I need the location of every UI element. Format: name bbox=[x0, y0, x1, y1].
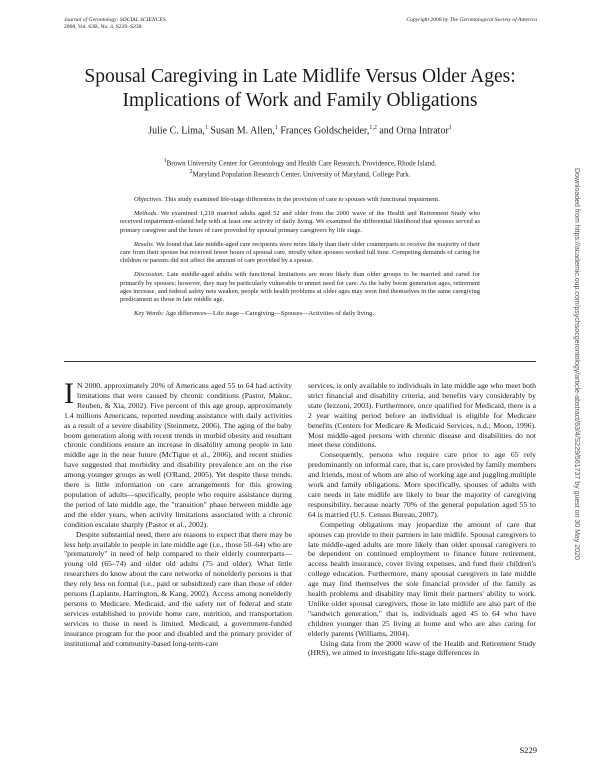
abstract-text: We examined 1,218 married adults aged 52 and older from the 2000 wave of the Health and Retirement Study who received impairment-related help with at least one activity of daily living. We examined the differential likelihood that spouses served as primary caregiver and the hours of care provided by spousal primary caregivers by life stage. bbox=[120, 210, 480, 234]
body-paragraph: services, is only available to individuals in late middle age who meet both strict financial and disability criteria, and benefits vary considerably by state (Iezzoni, 2003). Furthermore, once qualified for Medicaid, there is a 2 year waiting period before an individual is eligible for Medicare benefits (Centers for Medicare & Medicaid Services, n.d.; Moon, 1996). Most middle-aged persons with chronic disease and disabilities do not meet these conditions. bbox=[308, 381, 536, 450]
author-affil-mark: 1 bbox=[274, 125, 278, 131]
affil-mark: 1 bbox=[163, 158, 167, 164]
abstract-results bbox=[120, 241, 480, 266]
affil-text: Brown University Center for Gerontology and Health Care Research, Providence, Rhode Island. bbox=[166, 159, 437, 168]
section-divider bbox=[64, 361, 536, 362]
abstract-keywords bbox=[120, 310, 480, 318]
abstract-discussion bbox=[120, 271, 480, 304]
affil-mark: 2 bbox=[189, 169, 193, 176]
author-name: and Orna Intrator bbox=[379, 125, 449, 137]
copyright-notice: Copyright 2008 by The Gerontological Society of America bbox=[406, 17, 537, 23]
abstract-label: Results. bbox=[134, 240, 155, 248]
body-column-right bbox=[308, 381, 536, 658]
abstract-text: This study examined life-stage differences in the provision of care to spouses with functional impairment. bbox=[164, 196, 440, 203]
drop-cap: I bbox=[64, 377, 74, 410]
abstract-label: Methods. bbox=[134, 210, 159, 218]
body-paragraph: Competing obligations may jeopardize the amount of care that spouses can provide to their partners in late midlife. Spousal caregivers to late middle-aged adults are more likely than older spousal caregivers to be dependent on continued employment to finance future retirement, access health insurance, cover living expenses, and fund their children's college education. Furthermore, many spousal caregivers in late middle age may find themselves the sole financial provider of the family as health problems and disability may limit their partners' ability to work. Unlike older spousal caregivers, those in late midlife are also part of the "sandwich generation," that is, individuals aged 45 to 64 who have children younger than 25 living at home and who are also caring for elderly parents (Williams, 2004). bbox=[308, 519, 536, 638]
journal-volume: 2008, Vol. 63B, No. 4, S229–S238 bbox=[64, 24, 142, 31]
body-paragraph: Using data from the 2000 wave of the Health and Retirement Study (HRS), we aimed to investigate life-stage differences in bbox=[308, 638, 536, 658]
body-paragraph: Consequently, persons who require care prior to age 65 rely predominantly on informal care, that is, care provided by family members and friends, most of whom are also of working age and juggling multiple work and family obligations. More specifically, spouses of adults with care needs in late midlife are likely to bear the majority of caregiving responsibility, because nearly 70% of the general population aged 55 to 64 is married (U.S. Census Bureau, 2007). bbox=[308, 450, 536, 519]
author-affil-mark: 1 bbox=[204, 125, 208, 131]
author-affil-mark: 1,2 bbox=[369, 125, 377, 131]
download-watermark: Downloaded from https://academic.oup.com/psychsocgerontology/article-abstract/63/4/S229/561737 by guest on 30 May 2020 bbox=[573, 168, 580, 560]
abstract bbox=[120, 196, 480, 324]
paragraph-text: N 2000, approximately 20% of Americans aged 55 to 64 had activity limitations that were caused by chronic conditions (Pastor, Makuc, Reuben, & Xia, 2002). Five percent of this age group, approximately 1.4 millions Americans, reported needing assistance with daily activities as a result of a severe disability (Steinmetz, 2006). The aging of the baby boom generation along with recent trends in morbid obesity and resultant chronic conditions ensure an increase in disability among people in late middle age in the near future (McTigue et al., 2006), and recent studies have suggested that morbidity and disability prevalence are on the rise among younger groups as well (O'Rand, 2005). Yet despite these trends, there is little information on care arrangements for this growing population of adults—specifically, people who require assistance during the period of late middle age, the "transition" phase between middle age and the elder years, when activity limitations associated with a chronic condition escalate sharply (Pastor et al., 2002). bbox=[64, 381, 292, 529]
author-affil-mark: 1 bbox=[448, 125, 452, 131]
affil-text: Maryland Population Research Center, University of Maryland, College Park. bbox=[192, 170, 411, 179]
abstract-label: Objectives. bbox=[134, 196, 164, 203]
keywords-label: Key Words: bbox=[134, 310, 165, 318]
page-number: S229 bbox=[519, 745, 537, 755]
abstract-text: Late middle-aged adults with functional limitations are more likely than older groups to be married and cared for primarily by spouses; however, they may be particularly vulnerable to unmet need for care. As the baby boom generation ages, retirement ages increase, and federal safety nets weaken, people with health problems at older ages may soon find themselves in the same caregiving predicament as those in late middle age. bbox=[120, 271, 481, 304]
journal-citation bbox=[64, 17, 166, 31]
abstract-label: Discussion. bbox=[134, 271, 165, 279]
body-paragraph: Despite substantial need, there are reasons to expect that there may be less help available to people in late middle age (i.e., those 50–64) who are "prematurely" in need of help compared to their elderly counterparts—young old (65–74) and older old adults (75 and older). What little researchers do know about the care networks of nonelderly persons is that they rely less on formal (i.e., paid or subsidized) care than those of older persons (Laplante, Harrington, & Kang, 2002). Access among nonelderly persons to Medicare, Medicaid, and the safety net of federal and state services established to provide home care, nutrition, and transportation services to those in need is limited. Medicaid, a government-funded insurance program for the poor and disabled and the primary provider of institutional and community-based long-term-care bbox=[64, 529, 292, 648]
abstract-objectives bbox=[120, 196, 480, 204]
author-name: Frances Goldscheider, bbox=[280, 125, 370, 137]
author-name: Julie C. Lima, bbox=[148, 125, 205, 137]
author-name: Susan M. Allen, bbox=[210, 125, 275, 137]
paper-title: Spousal Caregiving in Late Midlife Versus Older Ages: Implications of Work and Family Obligations bbox=[84, 66, 516, 111]
affiliations bbox=[60, 157, 540, 180]
body-paragraph bbox=[64, 377, 292, 530]
affiliation-1 bbox=[60, 157, 540, 168]
keywords-text: Age differences—Life stage—Caregiving—Spouses—Activities of daily living. bbox=[165, 310, 374, 318]
abstract-text: We found that late middle-aged care recipients were more likely than their older counterparts to receive the majority of their care from their spouse but received fewer hours of spousal care, mostly when spouses worked full time. Competing demands of caring for children or parents did not affect the amount of care provided by a spouse. bbox=[120, 240, 480, 265]
abstract-methods bbox=[120, 210, 480, 235]
body-column-left bbox=[64, 377, 292, 648]
affiliation-2 bbox=[60, 168, 540, 179]
author-list bbox=[60, 125, 540, 136]
journal-name: Journal of Gerontology: SOCIAL SCIENCES bbox=[64, 17, 166, 23]
